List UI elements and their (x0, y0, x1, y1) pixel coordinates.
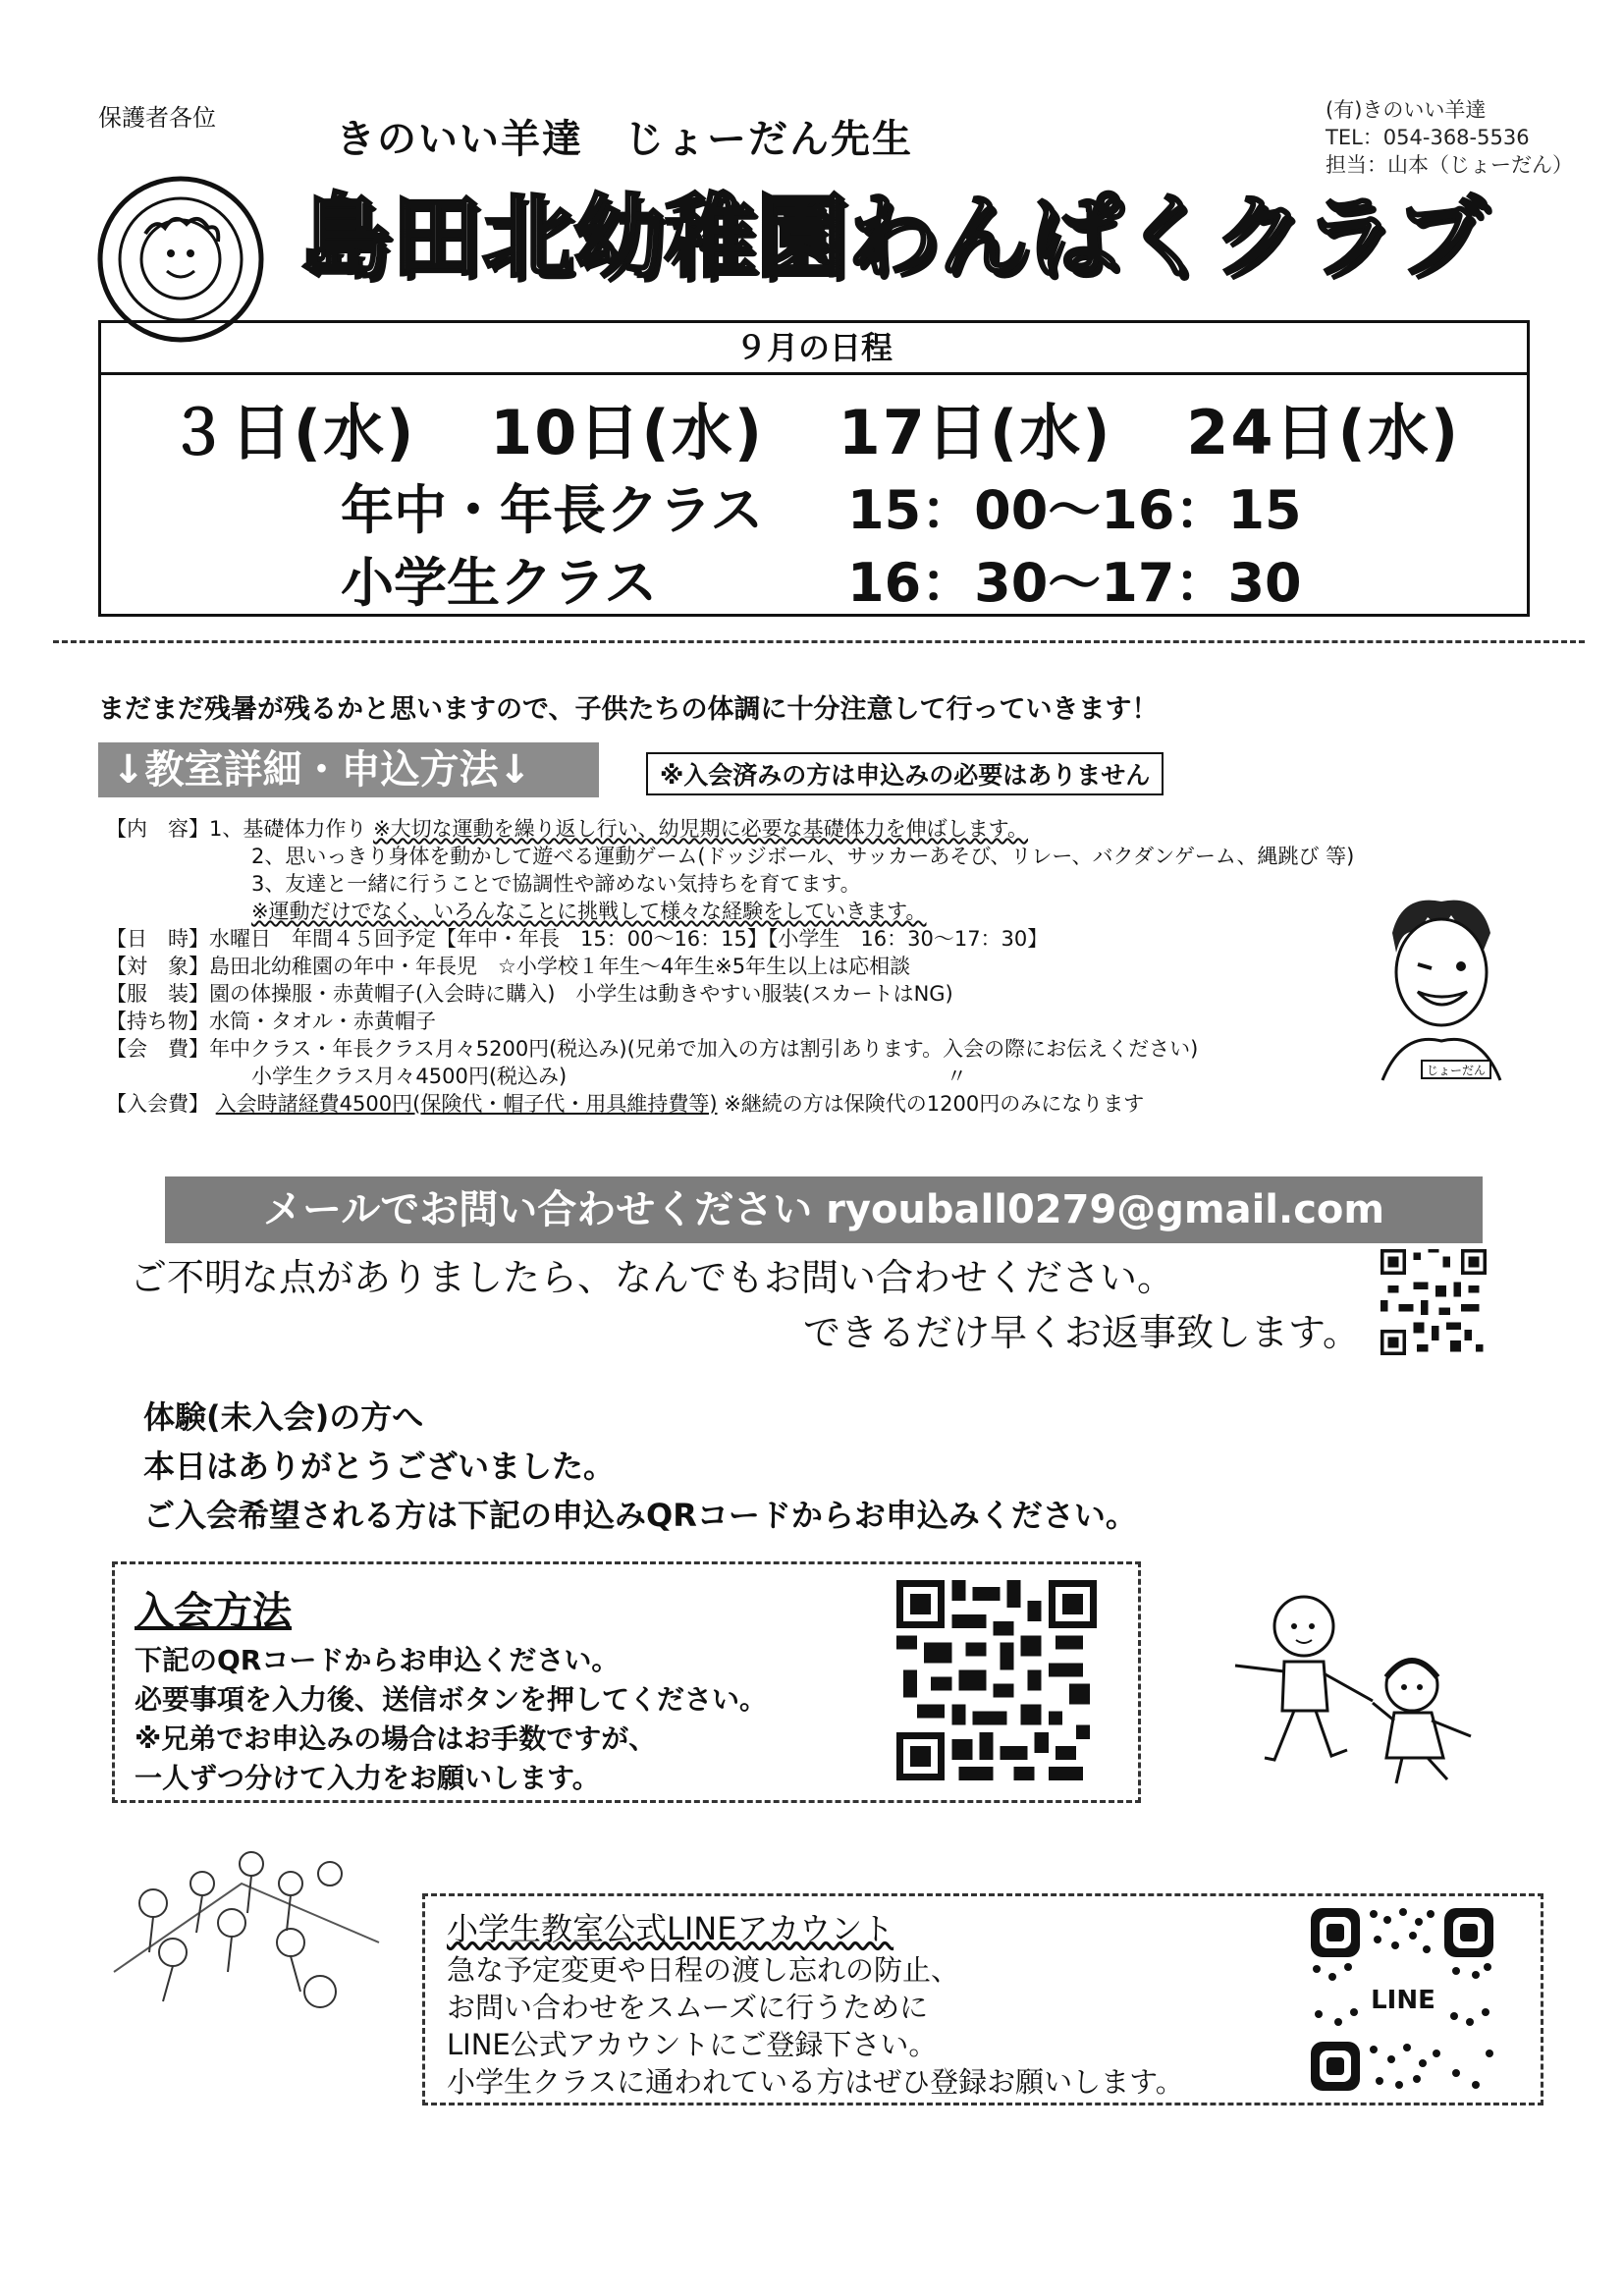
detail-datetime: 【日 時】水曜日 年間４５回予定【年中・年長 15：00〜16：15】【小学生 16：30〜17：30】 (106, 927, 1049, 951)
line-qr-code-icon[interactable] (1309, 1906, 1495, 2093)
detail-target: 【対 象】島田北幼稚園の年中・年長児 ☆小学校１年生〜4年生※5年生以上は応相談 (106, 955, 911, 978)
enrollment-instructions (135, 1641, 767, 1798)
detail-join-fee-note: ※継続の方は保険代の1200円のみになります (724, 1092, 1145, 1116)
class-details (106, 815, 1354, 1118)
line-account-line-3: LINE公式アカウントにご登録下さい。 (447, 2028, 938, 2061)
schedule-dates (101, 384, 1527, 471)
enrollment-box (112, 1561, 1141, 1803)
avatar-signature: じょーだん (1426, 1064, 1487, 1077)
enrollment-qr-code-icon[interactable] (896, 1580, 1097, 1780)
inquiry-line-2: できるだけ早くお返事致します。 (803, 1311, 1360, 1354)
company-info (1326, 96, 1573, 179)
detail-clothes: 【服 装】園の体操服・赤黄帽子(入会時に購入) 小学生は動きやすい服装(スカートはNG) (106, 982, 953, 1006)
schedule-date: ３日(水) (167, 397, 416, 468)
detail-content2: 2、思いっきり身体を動かして遊べる運動ゲーム(ドッジボール、サッカーあそび、リレー、バクダンゲーム、縄跳び 等) (251, 845, 1355, 868)
line-account-title: 小学生教室公式LINEアカウント (447, 1910, 894, 1947)
line-account-line-4: 小学生クラスに通われている方はぜひ登録お願いします。 (447, 2065, 1184, 2099)
line-account-description (447, 1951, 1184, 2101)
company-name: (有)きのいい羊達 (1326, 98, 1487, 122)
detail-items: 【持ち物】水筒・タオル・赤黄帽子 (106, 1010, 436, 1033)
detail-fee1: 【会 費】年中クラス・年長クラス月々5200円(税込み)(兄弟で加入の方は割引あります。入会の際にお伝えください) (106, 1037, 1199, 1061)
enrollment-line-4: 一人ずつ分けて入力をお願いします。 (135, 1762, 600, 1794)
enrollment-title: 入会方法 (135, 1589, 292, 1634)
schedule-box (98, 320, 1530, 617)
running-kids-icon (1225, 1583, 1490, 1789)
enrollment-line-2: 必要事項を入力後、送信ボタンを押してください。 (135, 1683, 768, 1716)
class1-label: 年中・年長クラス (341, 479, 764, 541)
detail-content1 (106, 815, 1354, 843)
schedule-heading: ９月の日程 (101, 323, 1527, 375)
detail-content1-note: ※大切な運動を繰り返し行い、幼児期に必要な基礎体力を伸ばします。 (373, 817, 1028, 841)
line-account-box (422, 1893, 1543, 2105)
enrollment-line-1: 下記のQRコードからお申込ください。 (135, 1644, 620, 1676)
detail-content-note (106, 898, 1354, 925)
trial-line-1: 体験(未入会)の方へ (143, 1398, 424, 1436)
schedule-date: 17日(水) (838, 397, 1112, 468)
detail-content1-label: 【内 容】1、基礎体力作り (106, 817, 367, 841)
existing-members-note: ※入会済みの方は申込みの必要はありません (646, 752, 1164, 795)
company-tel: TEL：054-368-5536 (1326, 126, 1530, 149)
recipient-label: 保護者各位 (98, 104, 216, 132)
divider (53, 640, 1585, 643)
detail-fee2 (106, 1063, 1354, 1090)
enrollment-line-3: ※兄弟でお申込みの場合はお手数ですが、 (135, 1722, 657, 1755)
ditto-mark: 〃 (946, 1065, 967, 1088)
line-qr-label: LINE (1371, 1986, 1435, 2015)
class2-time: 16：30〜17：30 (847, 552, 1302, 614)
section-banner: ↓教室詳細・申込方法↓ (98, 742, 599, 797)
email-banner (165, 1176, 1483, 1243)
detail-fee2-text: 小学生クラス月々4500円(税込み) (251, 1065, 568, 1088)
detail-join-fee (106, 1090, 1354, 1118)
line-account-line-2: お問い合わせをスムーズに行うために (447, 1991, 929, 2024)
sheep-logo-icon (96, 175, 265, 344)
email-qr-code-icon[interactable] (1380, 1249, 1487, 1355)
company-contact: 担当：山本（じょーだん） (1326, 153, 1573, 177)
detail-content3: 3、友達と一緒に行うことで協調性や諦めない気持ちを育てます。 (251, 872, 861, 896)
trial-message (143, 1393, 1137, 1540)
teacher-avatar-icon (1363, 894, 1502, 1082)
schedule-date: 24日(水) (1186, 397, 1461, 468)
teacher-line: きのいい羊達 じょーだん先生 (336, 117, 913, 162)
trial-line-3: ご入会希望される方は下記の申込みQRコードからお申込みください。 (143, 1497, 1137, 1534)
detail-join-fee-label: 【入会費】 (106, 1092, 209, 1116)
trial-line-2: 本日はありがとうございました。 (143, 1448, 616, 1485)
inquiry-line-1: ご不明な点がありましたら、なんでもお問い合わせください。 (130, 1256, 1175, 1299)
email-label: メールでお問い合わせください (263, 1187, 813, 1232)
page-title: 島田北幼稚園わんぱくクラブ (299, 185, 1488, 290)
detail-join-fee-text: 入会時諸経費4500円(保険代・帽子代・用具維持費等) (215, 1092, 718, 1116)
class1-time: 15：00〜16：15 (847, 479, 1302, 541)
email-address[interactable]: ryouball0279@gmail.com (826, 1187, 1385, 1232)
line-account-line-1: 急な予定変更や日程の渡し忘れの防止、 (447, 1953, 960, 1987)
detail-content-note-text: ※運動だけでなく、いろんなことに挑戦して様々な経験をしていきます。 (251, 900, 927, 923)
heat-notice: まだまだ残暑が残るかと思いますので、子供たちの体調に十分注意して行っていきます！ (98, 694, 1159, 725)
kids-football-icon (94, 1825, 399, 2021)
class2-label: 小学生クラス (341, 552, 658, 614)
schedule-date: 10日(水) (490, 397, 765, 468)
